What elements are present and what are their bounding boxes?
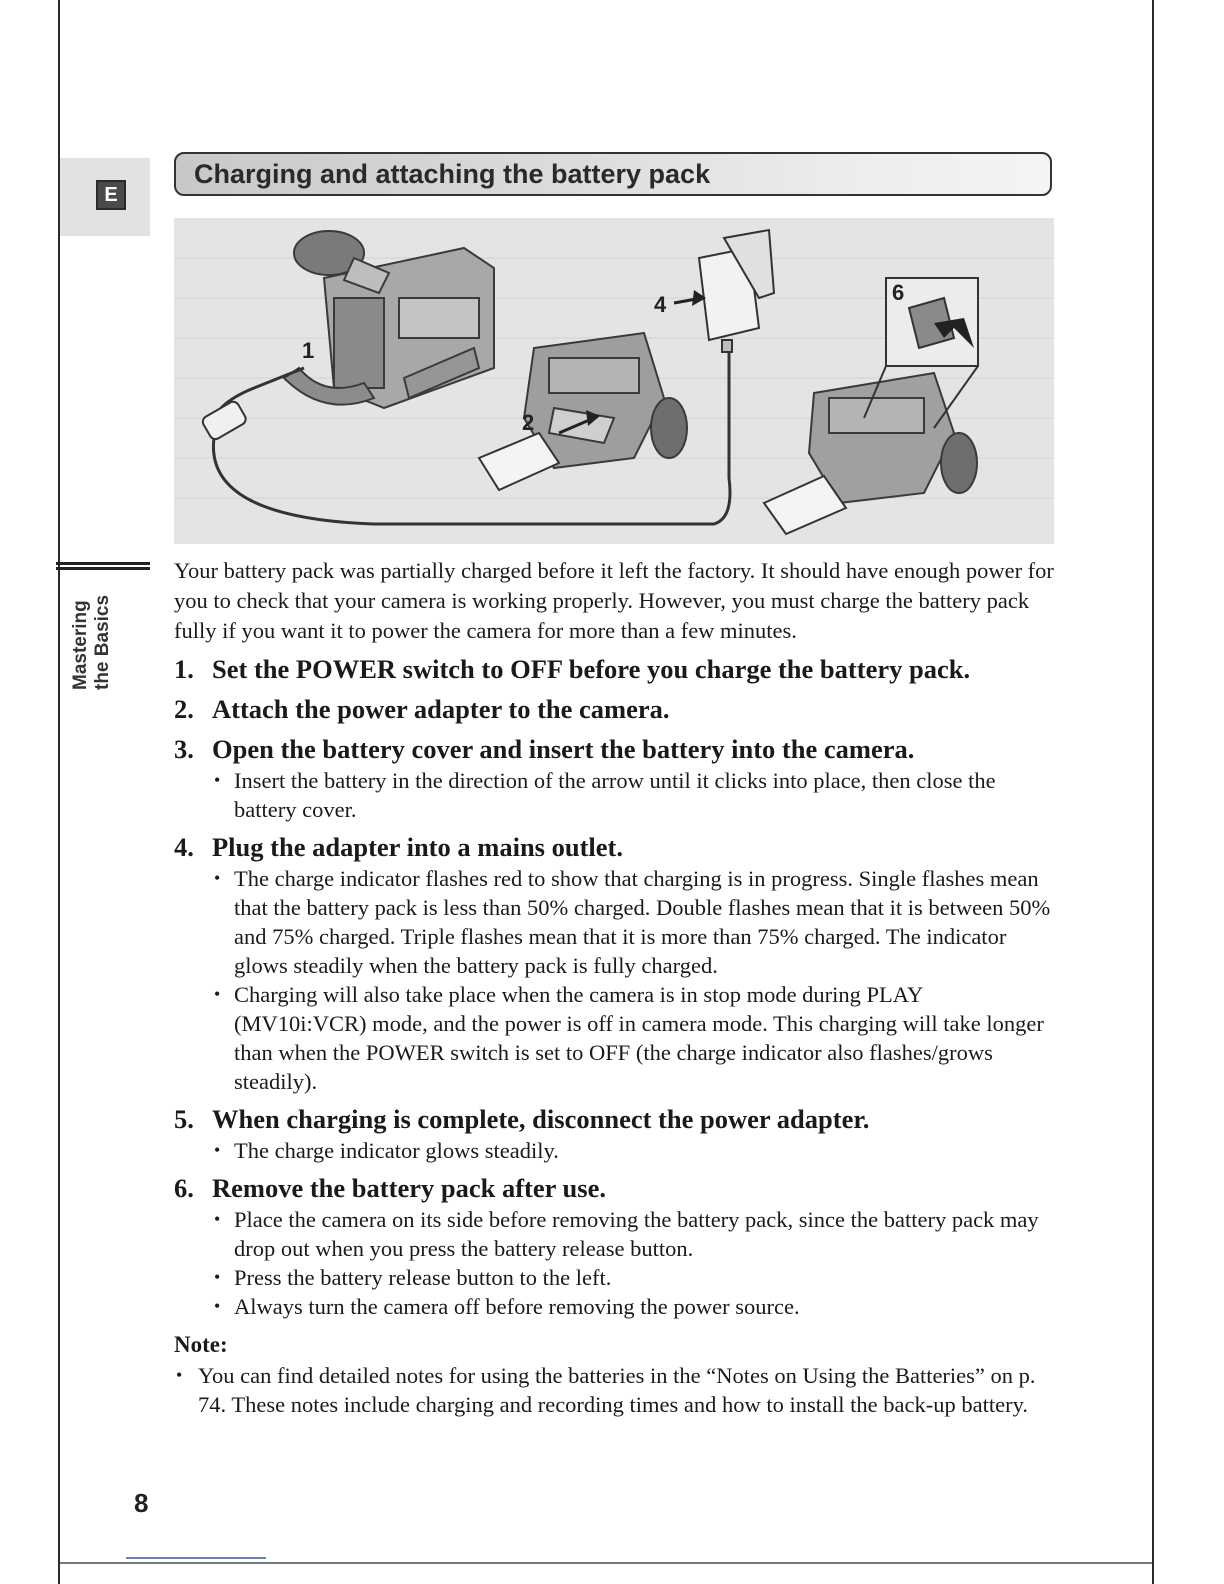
main-content (174, 556, 1054, 1419)
side-section-label (70, 595, 114, 690)
step-bullet-list (174, 1205, 1054, 1321)
side-rule (56, 562, 150, 576)
step-heading (174, 830, 1054, 864)
step-text: Attach the power adapter to the camera. (212, 694, 670, 724)
step-text: When charging is complete, disconnect the power adapter. (212, 1104, 870, 1134)
note-list (174, 1361, 1054, 1419)
side-label-line2: the Basics (92, 594, 113, 690)
step-text: Set the POWER switch to OFF before you charge the battery pack. (212, 654, 971, 684)
step-bullet-list (174, 864, 1054, 1096)
step-bullet-list (174, 1136, 1054, 1165)
step-text: Open the battery cover and insert the battery into the camera. (212, 734, 915, 764)
step-item (174, 830, 1054, 1096)
callout-1: 1 (302, 338, 315, 363)
step-heading (174, 1102, 1054, 1136)
step-list (174, 652, 1054, 1321)
step-text: Remove the battery pack after use. (212, 1173, 606, 1203)
step-heading (174, 732, 1054, 766)
step-bullet: • The charge indicator glows steadily. (212, 1136, 1054, 1165)
step-bullet: • Insert the battery in the direction of the arrow until it clicks into place, then close the battery cover. (212, 766, 1054, 824)
side-label-line1: Mastering (70, 600, 91, 690)
step-item (174, 1102, 1054, 1165)
step-number: 2. (174, 694, 194, 724)
step-number: 1. (174, 654, 194, 684)
section-title: Charging and attaching the battery pack (194, 159, 711, 189)
callout-4: 4 (654, 292, 667, 317)
section-header (174, 152, 1052, 196)
step-heading (174, 652, 1054, 686)
step-number: 6. (174, 1173, 194, 1203)
page-border-bottom (60, 1562, 1152, 1564)
page-border-right (1152, 0, 1154, 1584)
step-heading (174, 692, 1054, 726)
step-bullet: • Place the camera on its side before removing the battery pack, since the battery pack may drop out when you press the battery release button. (212, 1205, 1054, 1263)
step-text: Plug the adapter into a mains outlet. (212, 832, 624, 862)
step-bullet-list (174, 766, 1054, 824)
step-bullet: • Press the battery release button to the left. (212, 1263, 1054, 1292)
callout-2: 2 (522, 410, 535, 435)
page-border-left (58, 0, 60, 1584)
step-bullet: • Always turn the camera off before removing the power source. (212, 1292, 1054, 1321)
step-bullet: • Charging will also take place when the camera is in stop mode during PLAY (MV10i:VCR) mode, and the power is off in camera mode. This charging will take longer than when the POWER switch is set to OFF (the charge indicator also flashes/grows steadily). (212, 980, 1054, 1096)
step-item (174, 692, 1054, 726)
step-item (174, 732, 1054, 824)
intro-paragraph: Your battery pack was partially charged before it left the factory. It should have enough power for you to check that your camera is working properly. However, you must charge the battery pack fully if you want it to power the camera for more than a few minutes. (174, 558, 1054, 643)
note-label: Note: (174, 1332, 228, 1357)
step-number: 4. (174, 832, 194, 862)
language-tab-label: E (96, 180, 126, 210)
step-bullet: • The charge indicator flashes red to show that charging is in progress. Single flashes mean that the battery pack is less than 50% charged. Double flashes mean that it is between 50% and 75% charged. Triple flashes mean that it is more than 75% charged. The indicator glows steadily when the battery pack is fully charged. (212, 864, 1054, 980)
note-bullet: • You can find detailed notes for using the batteries in the “Notes on Using the Batteries” on p. 74. These notes include charging and recording times and how to install the back-up battery. (174, 1361, 1054, 1419)
page-number: 8 (134, 1488, 149, 1518)
battery-charging-illustration (174, 218, 1054, 544)
step-number: 5. (174, 1104, 194, 1134)
illustration-drawing (174, 218, 1054, 544)
step-number: 3. (174, 734, 194, 764)
callout-6: 6 (892, 280, 905, 305)
step-item (174, 652, 1054, 686)
step-heading (174, 1171, 1054, 1205)
page-border-bottom-accent (126, 1557, 266, 1559)
step-item (174, 1171, 1054, 1321)
